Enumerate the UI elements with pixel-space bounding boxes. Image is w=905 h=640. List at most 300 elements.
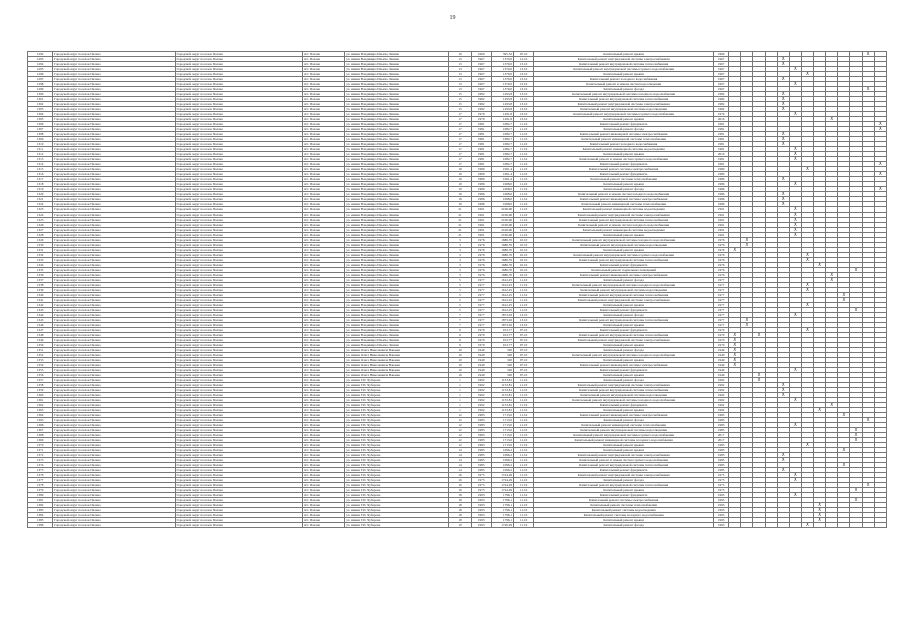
- code-cell: 07.10: [514, 332, 534, 337]
- area-cell: 1293,8: [491, 92, 513, 97]
- area-cell: 1068,0: [491, 187, 513, 192]
- code-cell: 07.10: [514, 357, 534, 362]
- area-cell: 1873,02: [491, 322, 513, 327]
- build-year-cell: 1981: [471, 137, 491, 142]
- house-number-cell: 3: [449, 262, 471, 267]
- territory-cell: Городской округ поселок Палана: [175, 222, 302, 227]
- house-number-cell: 1: [449, 388, 471, 393]
- territory-cell: Городской округ поселок Палана: [175, 478, 302, 483]
- street-cell: ул. имени Г.И. Чубарова: [345, 398, 449, 403]
- street-cell: ул. имени Г.И. Чубарова: [345, 428, 449, 433]
- repair-year-cell: 1970: [714, 342, 729, 347]
- area-cell: 320: [491, 352, 513, 357]
- house-number-cell: 19: [449, 197, 471, 202]
- work-type-cell: Капитальный ремонт инженерной системы электроснабжения: [534, 132, 714, 137]
- page-number: 19: [449, 15, 456, 21]
- row-number: 1383: [28, 508, 53, 513]
- work-type-cell: Капитальный ремонт внутридомовой системы горячего водоснабжения: [534, 67, 714, 72]
- municipality-cell: Городской округ поселок Палана: [53, 107, 175, 112]
- period-mark: X: [826, 277, 838, 282]
- territory-cell: Городской округ поселок Палана: [175, 423, 302, 428]
- territory-cell: Городской округ поселок Палана: [175, 87, 302, 92]
- period-mark: X: [874, 187, 886, 192]
- repair-year-cell: 1949: [714, 352, 729, 357]
- work-type-cell: Капитальный ремонт фасада: [534, 478, 714, 483]
- territory-cell: Городской округ поселок Палана: [175, 162, 302, 167]
- period-mark: X: [777, 77, 789, 82]
- work-type-cell: Капитальный ремонт фундамента: [534, 367, 714, 372]
- row-number: 1292: [28, 52, 53, 57]
- house-number-cell: 14: [449, 463, 471, 468]
- house-number-cell: 13: [449, 87, 471, 92]
- street-cell: ул. имени Г.И. Чубарова: [345, 393, 449, 398]
- locality-cell: пгт. Палана: [302, 347, 344, 352]
- municipality-cell: Городской округ поселок Палана: [53, 498, 175, 503]
- period-mark: X: [741, 242, 753, 247]
- house-number-cell: 12: [449, 428, 471, 433]
- work-type-cell: Капитальный ремонт внутридомовой системы теплоснабжения: [534, 257, 714, 262]
- house-number-cell: 17: [449, 132, 471, 137]
- locality-cell: пгт. Палана: [302, 302, 344, 307]
- locality-cell: пгт. Палана: [302, 242, 344, 247]
- code-cell: 11.10: [514, 473, 534, 478]
- area-cell: 320: [491, 362, 513, 367]
- row-number: 1385: [28, 518, 53, 523]
- build-year-cell: 1985: [471, 458, 491, 463]
- locality-cell: пгт. Палана: [302, 202, 344, 207]
- build-year-cell: 1977: [471, 277, 491, 282]
- house-number-cell: 9: [449, 332, 471, 337]
- work-type-cell: Капитальный ремонт инженерной системы электроснабжения: [534, 272, 714, 277]
- street-cell: ул. имени Г.И. Чубарова: [345, 458, 449, 463]
- street-cell: ул. имени Владимира Ильича Ленина: [345, 232, 449, 237]
- repair-year-cell: 1981: [714, 122, 729, 127]
- municipality-cell: Городской округ поселок Палана: [53, 57, 175, 62]
- code-cell: 10.10: [514, 237, 534, 242]
- locality-cell: пгт. Палана: [302, 82, 344, 87]
- house-number-cell: 13: [449, 72, 471, 77]
- street-cell: ул. имени Владимира Ильича Ленина: [345, 92, 449, 97]
- work-type-cell: Капитальный ремонт фасада: [534, 378, 714, 383]
- locality-cell: пгт. Палана: [302, 92, 344, 97]
- build-year-cell: 1993: [471, 518, 491, 523]
- code-cell: 11.10: [514, 137, 534, 142]
- code-cell: 11.10: [514, 172, 534, 177]
- locality-cell: пгт. Палана: [302, 312, 344, 317]
- row-number: 1320: [28, 192, 53, 197]
- area-cell: 1096,2: [491, 448, 513, 453]
- street-cell: ул. имени Г.И. Чубарова: [345, 468, 449, 473]
- repair-year-cell: 1985: [714, 458, 729, 463]
- area-cell: 1153,81: [491, 388, 513, 393]
- territory-cell: Городской округ поселок Палана: [175, 247, 302, 252]
- territory-cell: Городской округ поселок Палана: [175, 52, 302, 57]
- house-number-cell: 5: [449, 297, 471, 302]
- period-mark: X: [777, 458, 789, 463]
- street-cell: ул. имени Г.И. Чубарова: [345, 463, 449, 468]
- house-number-cell: 13: [449, 57, 471, 62]
- row-number: 1353: [28, 357, 53, 362]
- period-mark: X: [850, 498, 862, 503]
- locality-cell: пгт. Палана: [302, 167, 344, 172]
- repair-year-cell: 1967: [714, 77, 729, 82]
- period-mark: X: [729, 337, 741, 342]
- code-cell: 11.10: [514, 212, 534, 217]
- municipality-cell: Городской округ поселок Палана: [53, 257, 175, 262]
- house-number-cell: 17: [449, 137, 471, 142]
- repair-year-cell: 1976: [714, 272, 729, 277]
- locality-cell: пгт. Палана: [302, 337, 344, 342]
- repair-year-cell: 1949: [714, 362, 729, 367]
- row-number: 1299: [28, 87, 53, 92]
- locality-cell: пгт. Палана: [302, 508, 344, 513]
- house-number-cell: 7: [449, 322, 471, 327]
- house-number-cell: 1: [449, 403, 471, 408]
- territory-cell: Городской округ поселок Палана: [175, 182, 302, 187]
- work-type-cell: Капитальный ремонт внутридомовой системы холодного водоснабжения: [534, 237, 714, 242]
- locality-cell: пгт. Палана: [302, 132, 344, 137]
- area-cell: 1061,4: [491, 167, 513, 172]
- locality-cell: пгт. Палана: [302, 262, 344, 267]
- work-type-cell: Капитальный ремонт внутридомовой системы водоотведения: [534, 428, 714, 433]
- code-cell: 11.10: [514, 307, 534, 312]
- code-cell: 07.10: [514, 52, 534, 57]
- area-cell: 1873,02: [491, 317, 513, 322]
- territory-cell: Городской округ поселок Палана: [175, 327, 302, 332]
- work-type-cell: Капитальный ремонт внутридомовой системы горячего водоснабжения: [534, 252, 714, 257]
- code-cell: 11.10: [514, 463, 534, 468]
- municipality-cell: Городской округ поселок Палана: [53, 167, 175, 172]
- repair-year-cell: 1992: [714, 408, 729, 413]
- repair-year-cell: 1949: [714, 373, 729, 378]
- area-cell: 1724,29: [491, 473, 513, 478]
- street-cell: ул. имени Владимира Ильича Ленина: [345, 62, 449, 67]
- period-mark: X: [789, 82, 801, 87]
- territory-cell: Городской округ поселок Палана: [175, 277, 302, 282]
- row-number: 1301: [28, 97, 53, 102]
- code-cell: 12.10: [514, 57, 534, 62]
- house-number-cell: 15: [449, 102, 471, 107]
- area-cell: 1096,2: [491, 453, 513, 458]
- municipality-cell: Городской округ поселок Палана: [53, 503, 175, 508]
- municipality-cell: Городской округ поселок Палана: [53, 463, 175, 468]
- locality-cell: пгт. Палана: [302, 77, 344, 82]
- area-cell: 913,77: [491, 332, 513, 337]
- code-cell: 13.10: [514, 62, 534, 67]
- house-number-cell: 5: [449, 302, 471, 307]
- locality-cell: пгт. Палана: [302, 272, 344, 277]
- code-cell: 13.10: [514, 92, 534, 97]
- code-cell: 11.10: [514, 282, 534, 287]
- locality-cell: пгт. Палана: [302, 373, 344, 378]
- row-number: 1315: [28, 167, 53, 172]
- house-number-cell: 19: [449, 177, 471, 182]
- build-year-cell: 1993: [471, 508, 491, 513]
- area-cell: 1686,70: [491, 247, 513, 252]
- build-year-cell: 1983: [471, 438, 491, 443]
- territory-cell: Городской округ поселок Палана: [175, 267, 302, 272]
- row-number: 1375: [28, 468, 53, 473]
- repair-schedule-table: [27, 51, 887, 528]
- street-cell: ул. имени Г.И. Чубарова: [345, 488, 449, 493]
- code-cell: 11.10: [514, 443, 534, 448]
- locality-cell: пгт. Палана: [302, 212, 344, 217]
- locality-cell: пгт. Палана: [302, 383, 344, 388]
- locality-cell: пгт. Палана: [302, 438, 344, 443]
- repair-year-cell: 1967: [714, 82, 729, 87]
- build-year-cell: 1949: [471, 347, 491, 352]
- repair-year-cell: 1970: [714, 337, 729, 342]
- territory-cell: Городской округ поселок Палана: [175, 357, 302, 362]
- code-cell: 11.10: [514, 498, 534, 503]
- period-mark: X: [801, 252, 813, 257]
- work-type-cell: Капитальный ремонт внутридомовой системы водоотведения: [534, 242, 714, 247]
- build-year-cell: 1986: [471, 192, 491, 197]
- area-cell: 2106,00: [491, 212, 513, 217]
- area-cell: 1686,70: [491, 262, 513, 267]
- period-cell: [850, 523, 862, 528]
- street-cell: ул. имени Владимира Ильича Ленина: [345, 147, 449, 152]
- build-year-cell: 1983: [471, 413, 491, 418]
- street-cell: ул. имени Владимира Ильича Ленина: [345, 192, 449, 197]
- municipality-cell: Городской округ поселок Палана: [53, 378, 175, 383]
- period-mark: X: [789, 152, 801, 157]
- repair-year-cell: 1976: [714, 257, 729, 262]
- code-cell: 10.10: [514, 257, 534, 262]
- code-cell: 11.10: [514, 202, 534, 207]
- municipality-cell: Городской округ поселок Палана: [53, 217, 175, 222]
- municipality-cell: Городской округ поселок Палана: [53, 192, 175, 197]
- house-number-cell: 10: [449, 362, 471, 367]
- house-number-cell: 3: [449, 272, 471, 277]
- code-cell: 11.10: [514, 383, 534, 388]
- repair-year-cell: 1981: [714, 142, 729, 147]
- repair-year-cell: 1982: [714, 102, 729, 107]
- period-mark: X: [777, 142, 789, 147]
- street-cell: ул. имени Владимира Ильича Ленина: [345, 337, 449, 342]
- locality-cell: пгт. Палана: [302, 87, 344, 92]
- build-year-cell: 1967: [471, 57, 491, 62]
- street-cell: ул. имени Г.И. Чубарова: [345, 493, 449, 498]
- build-year-cell: 1976: [471, 252, 491, 257]
- municipality-cell: Городской округ поселок Палана: [53, 62, 175, 67]
- period-mark: X: [850, 267, 862, 272]
- period-mark: X: [729, 247, 741, 252]
- row-number: 1314: [28, 162, 53, 167]
- period-mark: X: [862, 87, 874, 92]
- area-cell: 1082,7: [491, 122, 513, 127]
- period-mark: X: [777, 62, 789, 67]
- row-number: 1304: [28, 112, 53, 117]
- municipality-cell: Городской округ поселок Палана: [53, 142, 175, 147]
- period-mark: X: [777, 197, 789, 202]
- work-type-cell: Капитальный ремонт инженерной системы теплоснабжения: [534, 137, 714, 142]
- municipality-cell: Городской округ поселок Палана: [53, 508, 175, 513]
- period-mark: X: [789, 212, 801, 217]
- street-cell: ул. имени Владимира Ильича Ленина: [345, 262, 449, 267]
- period-mark: X: [777, 468, 789, 473]
- period-mark: X: [777, 102, 789, 107]
- area-cell: 320: [491, 373, 513, 378]
- street-cell: ул. имени Владимира Ильича Ленина: [345, 227, 449, 232]
- territory-cell: Городской округ поселок Палана: [175, 97, 302, 102]
- house-number-cell: 9: [449, 337, 471, 342]
- territory-cell: Городской округ поселок Палана: [175, 227, 302, 232]
- locality-cell: пгт. Палана: [302, 207, 344, 212]
- street-cell: ул. имени Владимира Ильича Ленина: [345, 127, 449, 132]
- build-year-cell: 1970: [471, 342, 491, 347]
- municipality-cell: Городской округ поселок Палана: [53, 478, 175, 483]
- period-mark: X: [850, 307, 862, 312]
- area-cell: 1082,7: [491, 162, 513, 167]
- code-cell: 07.10: [514, 367, 534, 372]
- municipality-cell: Городской округ поселок Палана: [53, 423, 175, 428]
- build-year-cell: 1981: [471, 152, 491, 157]
- street-cell: ул. имени Владимира Ильича Ленина: [345, 137, 449, 142]
- build-year-cell: 1991: [471, 217, 491, 222]
- code-cell: 11.10: [514, 167, 534, 172]
- work-type-cell: Капитальный ремонт крыши: [534, 322, 714, 327]
- territory-cell: Городской округ поселок Палана: [175, 217, 302, 222]
- row-number: 1300: [28, 92, 53, 97]
- house-number-cell: 17: [449, 122, 471, 127]
- build-year-cell: 1993: [471, 493, 491, 498]
- row-number: 1374: [28, 463, 53, 468]
- territory-cell: Городской округ поселок Палана: [175, 272, 302, 277]
- code-cell: 11.10: [514, 438, 534, 443]
- street-cell: ул. имени Владимира Ильича Ленина: [345, 292, 449, 297]
- period-mark: X: [741, 322, 753, 327]
- municipality-cell: Городской округ поселок Палана: [53, 337, 175, 342]
- repair-year-cell: 1992: [714, 378, 729, 383]
- house-number-cell: 5: [449, 282, 471, 287]
- locality-cell: пгт. Палана: [302, 413, 344, 418]
- period-mark: X: [789, 147, 801, 152]
- house-number-cell: 5: [449, 277, 471, 282]
- code-cell: 10.10: [514, 272, 534, 277]
- row-number: 1359: [28, 388, 53, 393]
- street-cell: ул. имени Г.И. Чубарова: [345, 473, 449, 478]
- period-mark: X: [741, 317, 753, 322]
- area-cell: 1724,29: [491, 478, 513, 483]
- area-cell: 1796,1: [491, 498, 513, 503]
- code-cell: 11.10: [514, 162, 534, 167]
- period-cell: [753, 523, 765, 528]
- municipality-cell: Городской округ поселок Палана: [53, 438, 175, 443]
- locality-cell: пгт. Палана: [302, 152, 344, 157]
- build-year-cell: 1986: [471, 197, 491, 202]
- repair-year-cell: 1982: [714, 107, 729, 112]
- house-number-cell: 17: [449, 147, 471, 152]
- row-number: 1317: [28, 177, 53, 182]
- build-year-cell: 1967: [471, 77, 491, 82]
- municipality-cell: Городской округ поселок Палана: [53, 267, 175, 272]
- build-year-cell: 1980: [471, 172, 491, 177]
- build-year-cell: 1977: [471, 297, 491, 302]
- build-year-cell: 1991: [471, 207, 491, 212]
- house-number-cell: 1: [449, 398, 471, 403]
- work-type-cell: Капитальный ремонт внутридомовой системы теплоснабжения: [534, 463, 714, 468]
- code-cell: 11.10: [514, 127, 534, 132]
- work-type-cell: Капитальный ремонт внутридомовой системы теплоснабжения: [534, 62, 714, 67]
- house-number-cell: 5: [449, 307, 471, 312]
- row-number: 1337: [28, 277, 53, 282]
- house-number-cell: 15: [449, 92, 471, 97]
- build-year-cell: 1981: [471, 162, 491, 167]
- locality-cell: пгт. Палана: [302, 327, 344, 332]
- municipality-cell: Городской округ поселок Палана: [53, 322, 175, 327]
- municipality-cell: Городской округ поселок Палана: [53, 332, 175, 337]
- house-number-cell: 7: [449, 312, 471, 317]
- code-cell: 11.10: [514, 197, 534, 202]
- period-mark: X: [826, 403, 838, 408]
- build-year-cell: 1949: [471, 362, 491, 367]
- period-mark: X: [801, 282, 813, 287]
- municipality-cell: Городской округ поселок Палана: [53, 398, 175, 403]
- house-number-cell: 9: [449, 327, 471, 332]
- code-cell: 11.10: [514, 518, 534, 523]
- locality-cell: пгт. Палана: [302, 468, 344, 473]
- municipality-cell: Городской округ поселок Палана: [53, 252, 175, 257]
- code-cell: 10.10: [514, 247, 534, 252]
- build-year-cell: 1981: [471, 157, 491, 162]
- row-number: 1379: [28, 488, 53, 493]
- row-number: 1307: [28, 127, 53, 132]
- municipality-cell: Городской округ поселок Палана: [53, 277, 175, 282]
- period-mark: X: [850, 433, 862, 438]
- locality-cell: пгт. Палана: [302, 342, 344, 347]
- street-cell: ул. имени Владимира Ильича Ленина: [345, 82, 449, 87]
- locality-cell: пгт. Палана: [302, 287, 344, 292]
- house-number-cell: 12: [449, 413, 471, 418]
- territory-cell: Городской округ поселок Палана: [175, 252, 302, 257]
- work-type-cell: Капитальный ремонт крыши: [534, 342, 714, 347]
- work-type-cell: Капитальный ремонт фундамента: [534, 327, 714, 332]
- repair-year-cell: 1975: [714, 473, 729, 478]
- period-mark: X: [777, 192, 789, 197]
- row-number: 1373: [28, 458, 53, 463]
- house-number-cell: 1: [449, 393, 471, 398]
- code-cell: 11.10: [514, 483, 534, 488]
- street-cell: ул. имени Г.И. Чубарова: [345, 423, 449, 428]
- build-year-cell: 1982: [471, 102, 491, 107]
- municipality-cell: Городской округ поселок Палана: [53, 102, 175, 107]
- territory-cell: Городской округ поселок Палана: [175, 177, 302, 182]
- municipality-cell: Городской округ поселок Палана: [53, 157, 175, 162]
- territory-cell: Городской округ поселок Палана: [175, 433, 302, 438]
- street-cell: ул. имени Владимира Ильича Ленина: [345, 247, 449, 252]
- period-mark: X: [789, 157, 801, 162]
- locality-cell: пгт. Палана: [302, 187, 344, 192]
- build-year-cell: 1991: [471, 227, 491, 232]
- row-number: 1358: [28, 383, 53, 388]
- street-cell: ул. имени Олега Николаевича Вакаева: [345, 373, 449, 378]
- locality-cell: пгт. Палана: [302, 493, 344, 498]
- work-type-cell: Капитальный ремонт и замена систем горячего водоснабжения: [534, 157, 714, 162]
- build-year-cell: 1975: [471, 473, 491, 478]
- territory-cell: Городской округ поселок Палана: [175, 172, 302, 177]
- row-number: 1357: [28, 378, 53, 383]
- code-cell: 11.10: [514, 413, 534, 418]
- house-number-cell: 16: [449, 488, 471, 493]
- period-mark: X: [729, 362, 741, 367]
- period-mark: X: [777, 92, 789, 97]
- street-cell: ул. имени Владимира Ильича Ленина: [345, 312, 449, 317]
- area-cell: 1796,1: [491, 513, 513, 518]
- street-cell: ул. имени Г.И. Чубарова: [345, 518, 449, 523]
- build-year-cell: 1977: [471, 317, 491, 322]
- territory-cell: Городской округ поселок Палана: [175, 82, 302, 87]
